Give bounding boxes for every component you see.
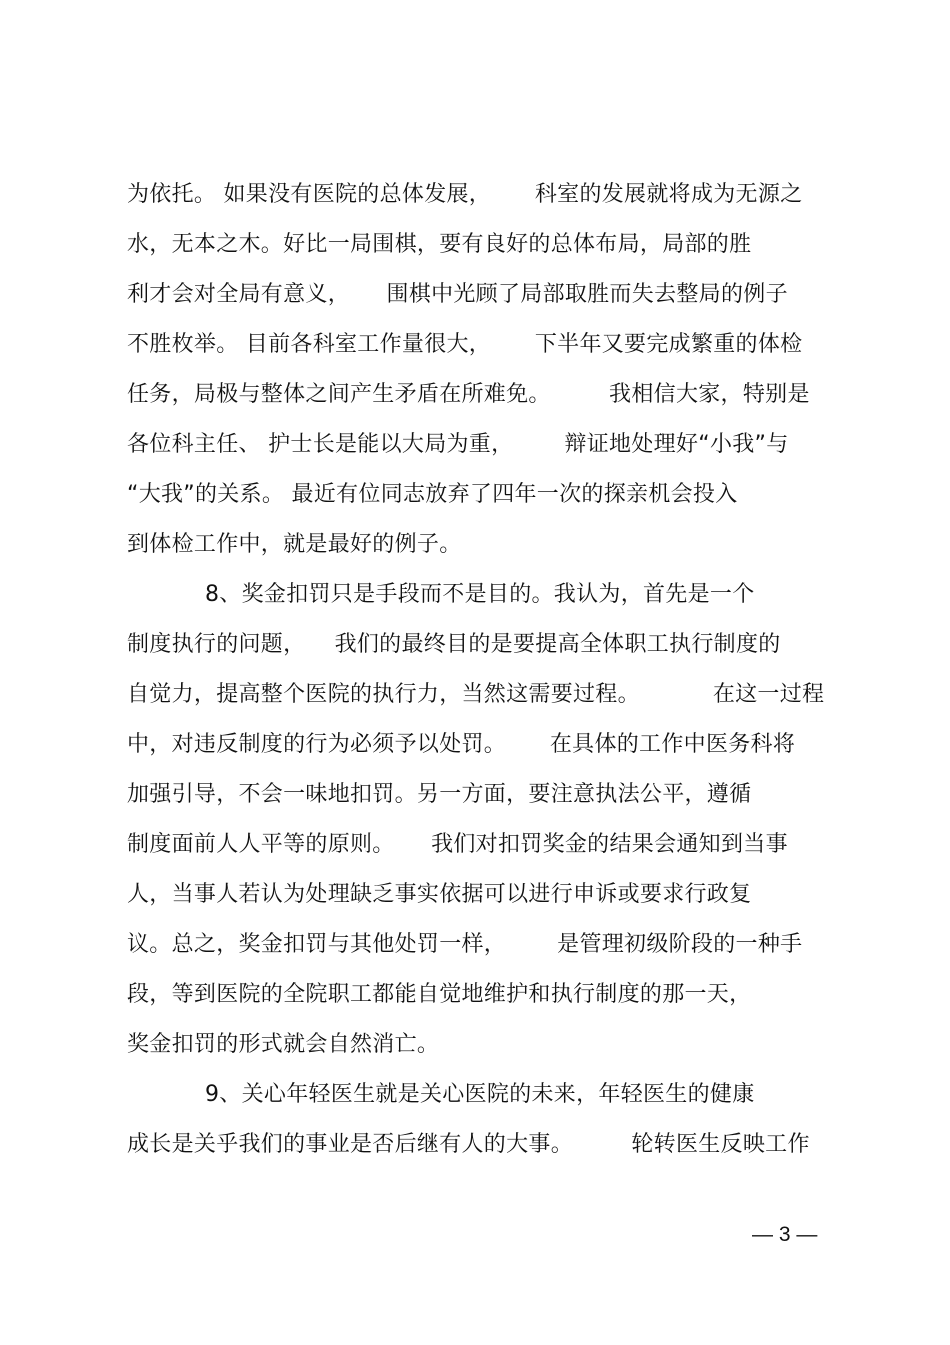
text-line: 自觉力，提高整个医院的执行力，当然这需要过程。 在这一过程	[127, 682, 825, 707]
text-line: 不胜枚举。 目前各科室工作量很大， 下半年又要完成繁重的体检	[127, 332, 803, 357]
text-line: 奖金扣罚的形式就会自然消亡。	[127, 1032, 440, 1057]
text-line: 为依托。 如果没有医院的总体发展， 科室的发展就将成为无源之	[127, 182, 803, 207]
text-line: 利才会对全局有意义， 围棋中光顾了局部取胜而失去整局的例子	[127, 282, 788, 307]
text-line: 成长是关乎我们的事业是否后继有人的大事。 轮转医生反映工作	[127, 1132, 810, 1157]
paragraph-9-first-line: 9、关心年轻医生就是关心医院的未来，年轻医生的健康	[205, 1082, 755, 1107]
page-number: — 3 —	[752, 1223, 818, 1246]
text-line: 段，等到医院的全院职工都能自觉地维护和执行制度的那一天，	[127, 982, 752, 1007]
text-line: 制度面前人人平等的原则。 我们对扣罚奖金的结果会通知到当事	[127, 832, 788, 857]
text-line: “大我”的关系。 最近有位同志放弃了四年一次的探亲机会投入	[127, 482, 738, 507]
text-line: 到体检工作中，就是最好的例子。	[127, 532, 462, 557]
text-line: 议。总之，奖金扣罚与其他处罚一样， 是管理初级阶段的一种手	[127, 932, 803, 957]
text-line: 制度执行的问题， 我们的最终目的是要提高全体职工执行制度的	[127, 632, 781, 657]
text-line: 中，对违反制度的行为必须予以处罚。 在具体的工作中医务科将	[127, 732, 796, 757]
paragraph-8-first-line: 8、奖金扣罚只是手段而不是目的。我认为，首先是一个	[205, 582, 755, 607]
text-line: 水，无本之木。好比一局围棋，要有良好的总体布局，局部的胜	[127, 232, 752, 257]
text-line: 任务，局极与整体之间产生矛盾在所难免。 我相信大家，特别是	[127, 382, 810, 407]
text-line: 各位科主任、 护士长是能以大局为重， 辩证地处理好“小我”与	[127, 432, 789, 457]
text-line: 加强引导，不会一味地扣罚。另一方面，要注意执法公平，遵循	[127, 782, 752, 807]
text-line: 人，当事人若认为处理缺乏事实依据可以进行申诉或要求行政复	[127, 882, 752, 907]
